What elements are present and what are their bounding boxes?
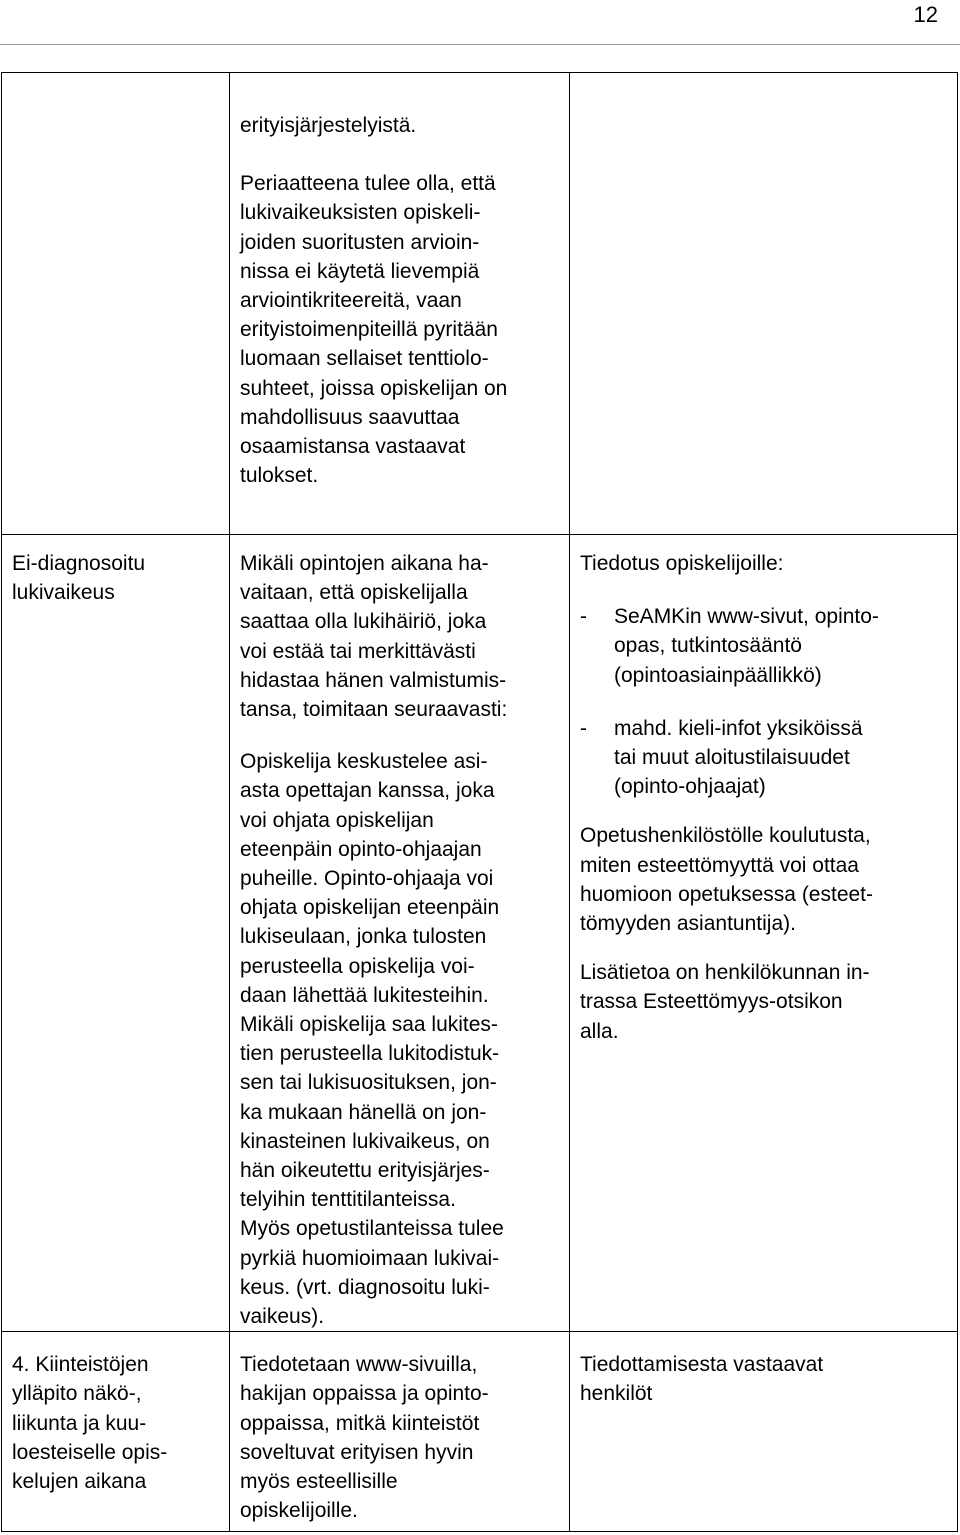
text-line: Periaatteena tulee olla, että — [240, 172, 496, 196]
text-line: keus. (vrt. diagnosoitu luki- — [240, 1275, 490, 1299]
text-line: oppaissa, mitkä kiinteistöt — [240, 1411, 480, 1435]
text-line: kinasteinen lukivaikeus, on — [240, 1129, 490, 1153]
bullet-item — [580, 602, 947, 690]
text-line: alla. — [580, 1019, 619, 1043]
text-line: hän oikeutettu erityisjärjes- — [240, 1159, 490, 1183]
dash-bullet: - — [580, 605, 587, 629]
text-line: vaikeus). — [240, 1305, 325, 1329]
dash-bullet: - — [580, 716, 587, 740]
text-line: trassa Esteettömyys-otsikon — [580, 990, 843, 1014]
table-row — [2, 73, 958, 535]
info-heading: Tiedotus opiskelijoille: — [580, 552, 784, 575]
category-label: 4. Kiinteistöjen — [12, 1353, 149, 1377]
text-line: lukiseulaan, jonka tulosten — [240, 925, 487, 949]
category-label: ylläpito näkö-, — [12, 1382, 142, 1406]
text-line: voi ohjata opiskelijan — [240, 808, 434, 832]
text-line: tien perusteella lukitodistuk- — [240, 1042, 500, 1066]
text-line: perusteella opiskelija voi- — [240, 954, 475, 978]
text-line: daan lähettää lukitesteihin. — [240, 983, 489, 1007]
text-line: voi estää tai merkittävästi — [240, 639, 476, 663]
text-line: hidastaa hänen valmistumis- — [240, 668, 507, 692]
text-line: miten esteettömyyttä voi ottaa — [580, 853, 859, 877]
text-line: osaamistansa vastaavat — [240, 435, 466, 459]
text-line: huomioon opetuksessa (esteet- — [580, 882, 874, 906]
text-line: nissa ei käytetä lievempiä — [240, 259, 480, 283]
text-line: ka mukaan hänellä on jon- — [240, 1100, 487, 1124]
category-label: loesteiselle opis- — [12, 1440, 168, 1464]
text-line: tai muut aloitustilaisuudet — [614, 746, 850, 770]
category-label: kelujen aikana — [12, 1470, 147, 1494]
text-line: SeAMKin www-sivut, opinto- — [614, 605, 879, 629]
text-line: Lisätietoa on henkilökunnan in- — [580, 961, 870, 985]
row3-col2-cell — [230, 1332, 570, 1532]
staff-training-paragraph — [580, 821, 947, 938]
text-line: arviointikriteereitä, vaan — [240, 289, 462, 313]
table-row — [2, 1332, 958, 1532]
text-line: puheille. Opinto-ohjaaja voi — [240, 867, 494, 891]
row3-col3-cell — [570, 1332, 958, 1532]
row1-principle-paragraph — [240, 169, 559, 490]
text-line: Mikäli opiskelija saa lukites- — [240, 1013, 498, 1037]
text-line: Tiedotetaan www-sivuilla, — [240, 1353, 478, 1377]
text-line: hakijan oppaissa ja opinto- — [240, 1382, 489, 1406]
row3-col1-cell — [2, 1332, 230, 1532]
text-line: vaitaan, että opiskelijalla — [240, 581, 468, 605]
text-line: eteenpäin opinto-ohjaajan — [240, 837, 482, 861]
text-line: (opinto-ohjaajat) — [614, 775, 766, 799]
text-line: myös esteellisille — [240, 1470, 398, 1494]
row1-col2-cell — [230, 73, 570, 535]
text-line: tulokset. — [240, 464, 319, 488]
text-line: lukivaikeuksisten opiskeli- — [240, 201, 481, 225]
text-line: mahdollisuus saavuttaa — [240, 405, 460, 429]
row1-intro — [240, 111, 559, 140]
text-line: sen tai lukisuosituksen, jon- — [240, 1071, 497, 1095]
row1-col3-cell — [570, 73, 958, 535]
text-line: ohjata opiskelijan eteenpäin — [240, 896, 500, 920]
category-label: lukivaikeus — [12, 581, 115, 605]
text-line: saattaa olla lukihäiriö, joka — [240, 610, 487, 634]
text-line: telyihin tenttitilanteissa. — [240, 1188, 456, 1212]
text-line: opas, tutkintosääntö — [614, 634, 802, 658]
text-line: suhteet, joissa opiskelijan on — [240, 376, 508, 400]
text-line: asta opettajan kanssa, joka — [240, 779, 495, 803]
text-line: joiden suoritusten arvioin- — [240, 230, 480, 254]
accessibility-table — [1, 72, 958, 1532]
text-line: luomaan sellaiset tenttiolo- — [240, 347, 489, 371]
category-label: liikunta ja kuu- — [12, 1411, 147, 1435]
text-line: henkilöt — [580, 1382, 653, 1406]
text-line: Opetushenkilöstölle koulutusta, — [580, 824, 871, 848]
bullet-item — [580, 714, 947, 802]
text-line: erityisjärjestelyistä. — [240, 114, 417, 137]
text-line: (opintoasiainpäällikkö) — [614, 663, 822, 687]
row2-col2-cell — [230, 535, 570, 1332]
text-line: mahd. kieli-infot yksiköissä — [614, 716, 863, 740]
text-line: Myös opetustilanteissa tulee — [240, 1217, 504, 1241]
row2-col3-cell — [570, 535, 958, 1332]
category-label: Ei-diagnosoitu — [12, 552, 146, 575]
table-row — [2, 535, 958, 1332]
text-line: tansa, toimitaan seuraavasti: — [240, 698, 508, 722]
page-number: 12 — [913, 2, 938, 27]
procedure-steps-paragraph — [240, 747, 559, 1331]
more-info-paragraph — [580, 958, 947, 1046]
text-line: soveltuvat erityisen hyvin — [240, 1440, 474, 1464]
row2-col1-cell — [2, 535, 230, 1332]
text-line: pyrkiä huomioimaan lukivai- — [240, 1246, 500, 1270]
text-line: erityistoimenpiteillä pyritään — [240, 318, 498, 342]
text-line: tömyyden asiantuntija). — [580, 912, 796, 936]
header-rule — [0, 44, 960, 45]
text-line: opiskelijoille. — [240, 1499, 358, 1523]
text-line: Tiedottamisesta vastaavat — [580, 1353, 824, 1377]
text-line: Mikäli opintojen aikana ha- — [240, 552, 489, 575]
text-line: Opiskelija keskustelee asi- — [240, 750, 488, 774]
procedure-intro-paragraph — [240, 549, 559, 724]
row1-col1-cell — [2, 73, 230, 535]
